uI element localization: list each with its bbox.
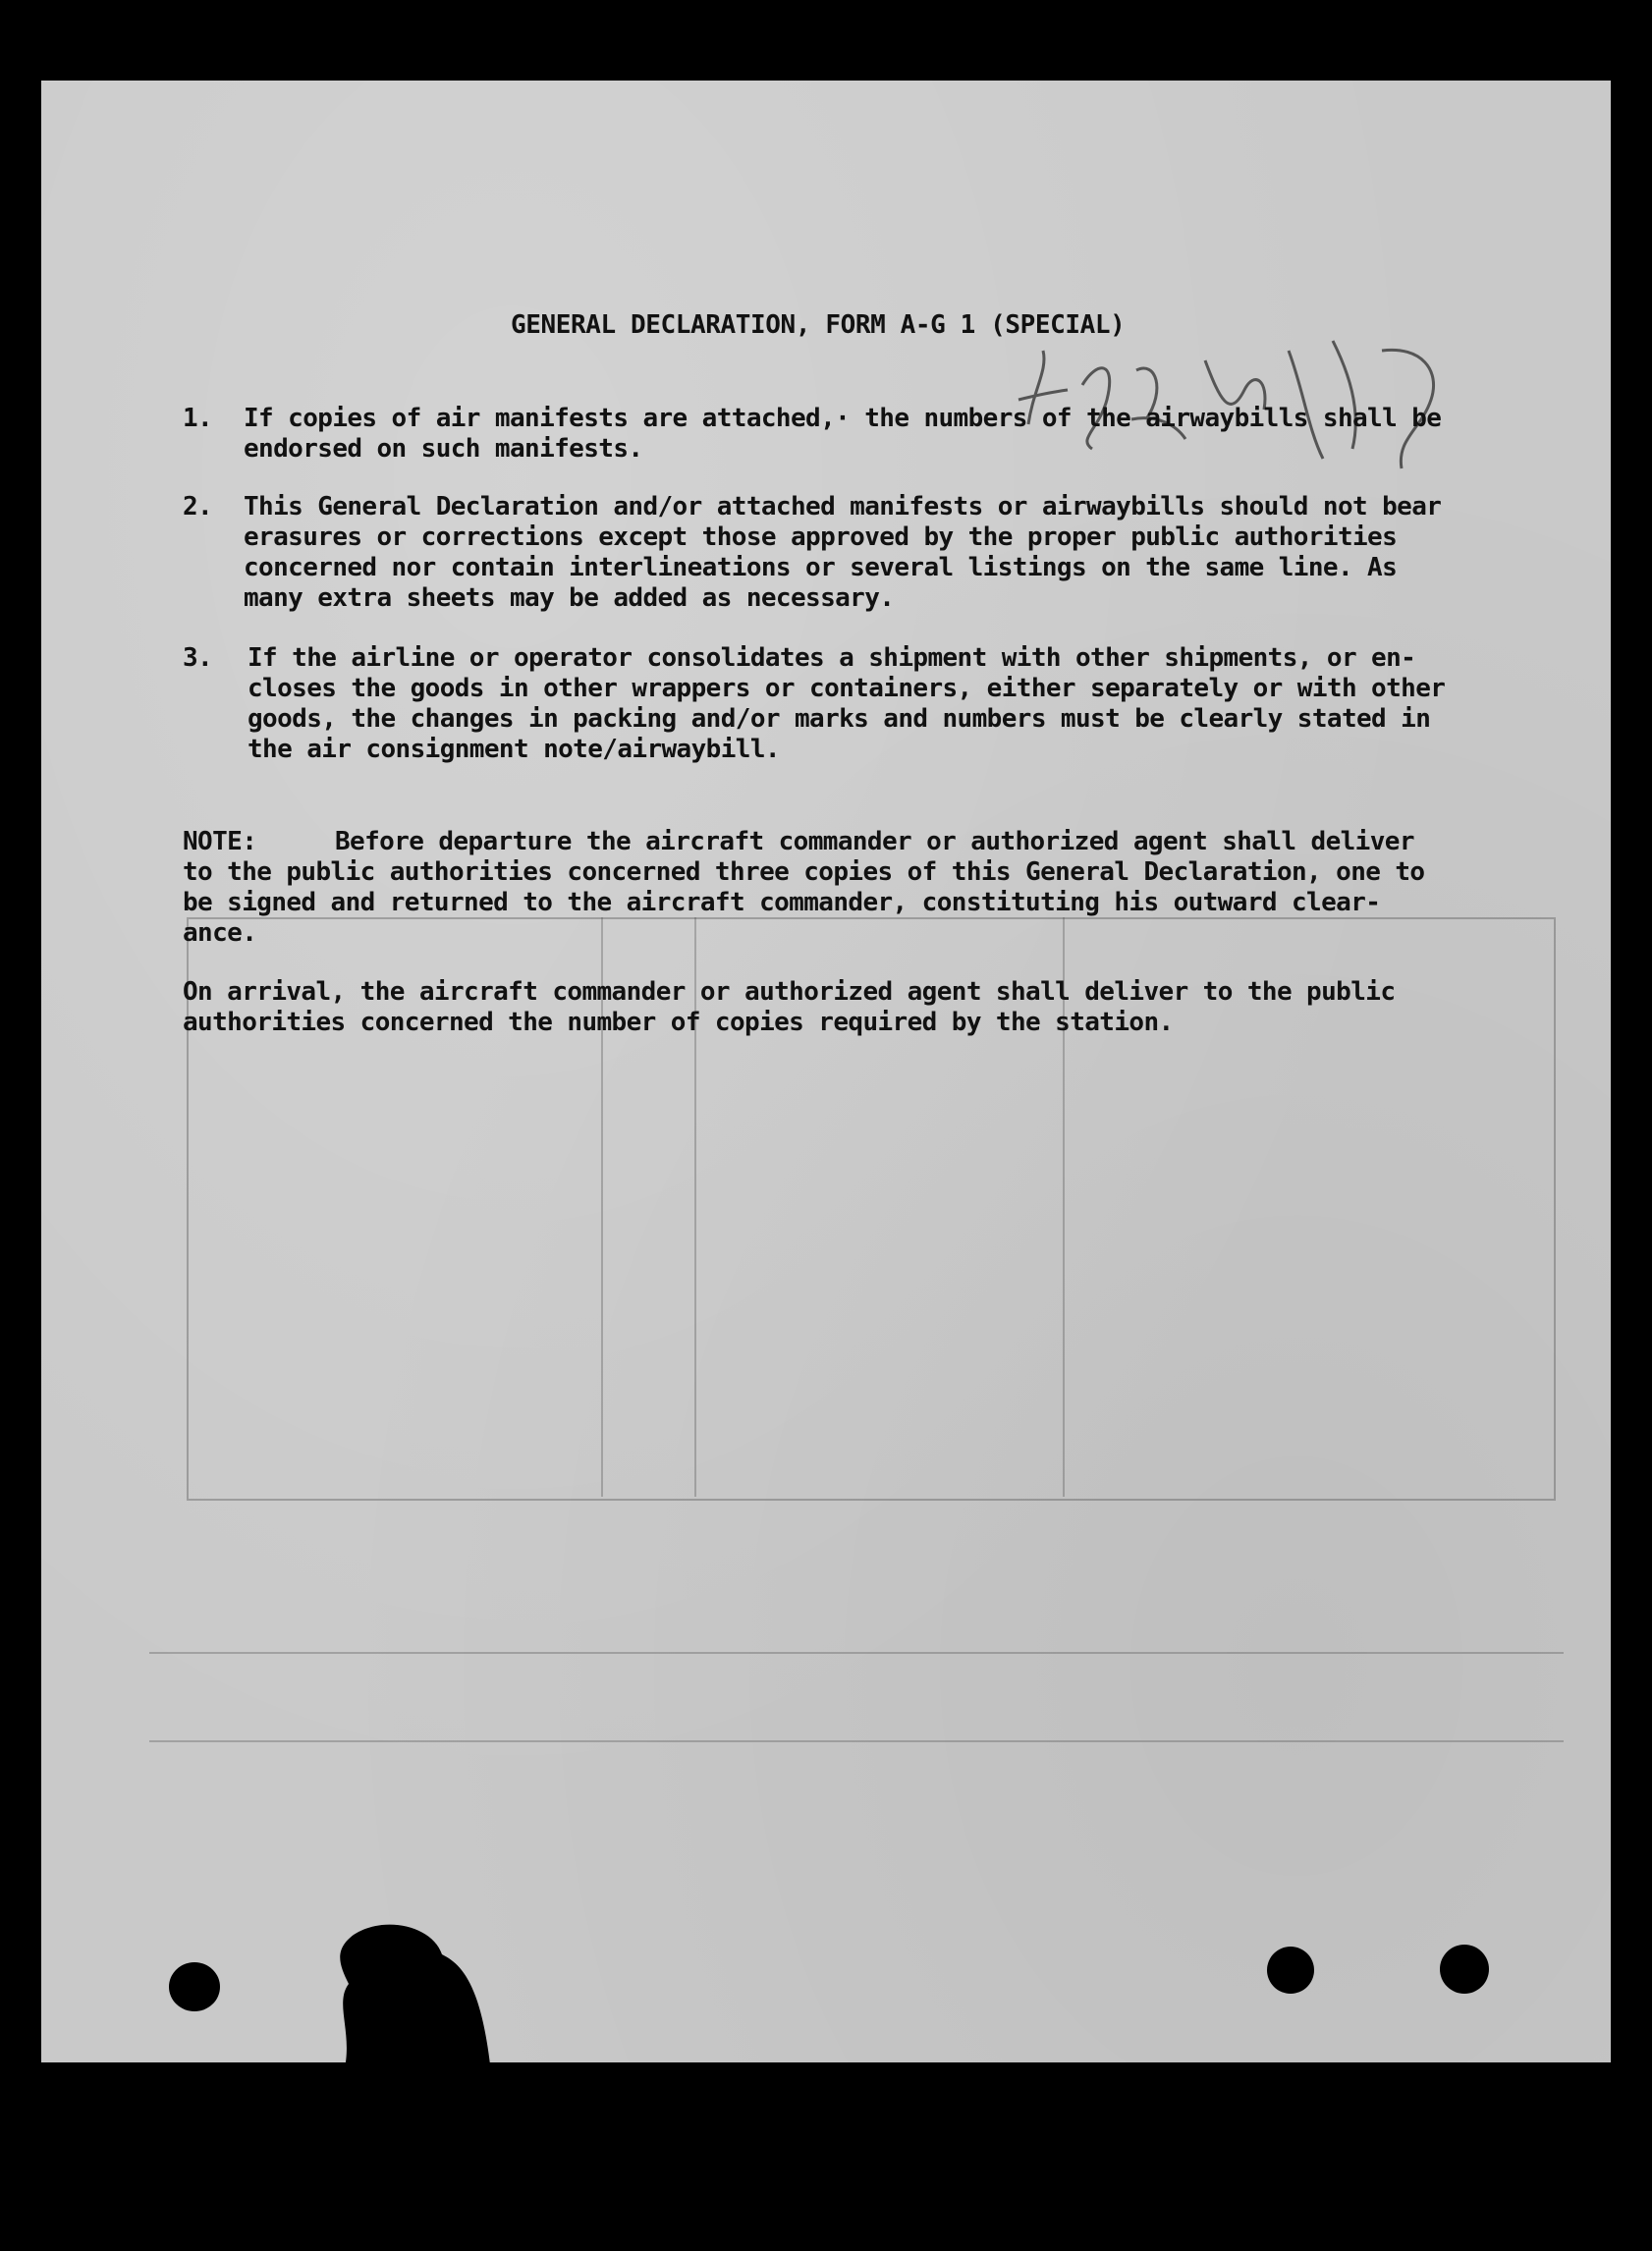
note-line: be signed and returned to the aircraft commander, constituting his outward clear- [183, 888, 1381, 917]
punch-hole [169, 1962, 220, 2011]
arrival-line: authorities concerned the number of copies required by the station. [183, 1008, 1174, 1037]
item-line: goods, the changes in packing and/or marks and numbers must be clearly stated in [248, 704, 1431, 734]
item-line: concerned nor contain interlineations or several listings on the same line. As [244, 553, 1398, 582]
item-number: 2. [183, 492, 213, 522]
item-number: 1. [183, 404, 213, 433]
item-number: 3. [183, 643, 213, 673]
punch-hole [1440, 1945, 1489, 1994]
document-page [41, 81, 1611, 2062]
note-label: NOTE: [183, 827, 257, 856]
item-line: erasures or corrections except those approved by the proper public authorities [244, 522, 1398, 552]
item-line: If the airline or operator consolidates a shipment with other shipments, or en- [248, 643, 1416, 673]
item-line: If copies of air manifests are attached,· the numbers of the airwaybills shall be [244, 404, 1442, 433]
note-paragraph [183, 827, 1424, 949]
arrival-paragraph [183, 977, 1395, 1038]
note-line: ance. [183, 918, 257, 948]
arrival-line: On arrival, the aircraft commander or authorized agent shall deliver to the public [183, 977, 1396, 1007]
item-line: many extra sheets may be added as necessary. [244, 583, 895, 613]
item-line: This General Declaration and/or attached manifests or airwaybills should not bear [244, 492, 1442, 522]
torn-corner-damage [324, 1915, 501, 2072]
page-title: GENERAL DECLARATION, FORM A-G 1 (SPECIAL) [511, 310, 1126, 340]
bleed-through-rule [149, 1652, 1564, 1654]
bleed-through-rule [149, 1740, 1564, 1742]
punch-hole [1267, 1947, 1314, 1994]
note-line: Before departure the aircraft commander or authorized agent shall deliver [335, 827, 1414, 856]
note-line: to the public authorities concerned three copies of this General Declaration, one to [183, 857, 1425, 887]
item-line: endorsed on such manifests. [244, 434, 643, 464]
item-line: the air consignment note/airwaybill. [248, 735, 780, 764]
item-line: closes the goods in other wrappers or containers, either separately or with other [248, 674, 1446, 703]
